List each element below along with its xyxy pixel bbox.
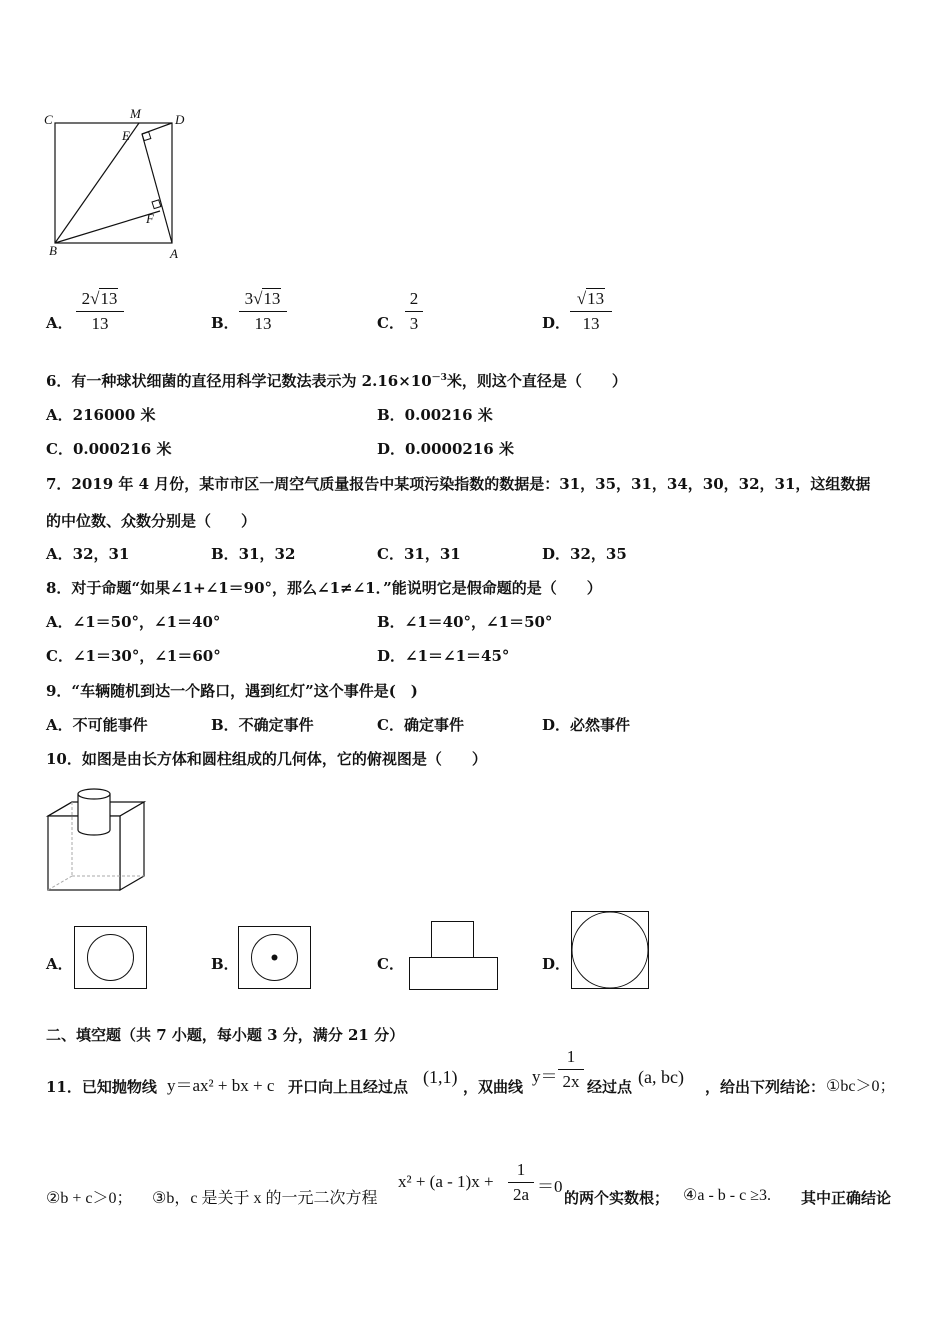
q11-hyp-den: 2x [562,1072,580,1091]
q5-d-radicand: 13 [587,289,605,308]
q5-c-den: 3 [409,314,419,333]
q7-option-c[interactable]: C．31，31 [377,545,461,563]
q7-option-b[interactable]: B．31，32 [211,545,296,563]
q5-option-a-letter[interactable]: A． [46,314,73,332]
q10-option-a-letter[interactable]: A． [46,955,73,973]
q5-d-den: 13 [582,314,600,333]
q10-option-a-figure [74,926,148,990]
q5-option-c-letter[interactable]: C． [377,314,404,332]
q8-stem: 8．对于命题“如果∠1+∠1＝90°，那么∠1≠∠1．”能说明它是假命题的是（ ） [46,579,602,597]
q6-stem [46,370,627,391]
q5-option-a-fraction [76,289,124,334]
q5-option-b-letter[interactable]: B． [211,314,239,332]
q11-conclusion-3-b: 的两个实数根； [564,1189,670,1207]
q9-option-d[interactable]: D．必然事件 [542,716,631,734]
q7-option-a[interactable]: A．32，31 [46,545,130,563]
q11-p4: 经过点 [587,1078,633,1096]
q9-option-b[interactable]: B．不确定事件 [211,716,314,734]
q5-a-den: 13 [91,314,109,333]
q11-p1: 11．已知抛物线 [46,1078,157,1096]
q11-conclusion-3-a: ③b，c 是关于 x 的一元二次方程 [152,1190,378,1207]
q5-c-num: 2 [409,289,419,308]
q6-option-c[interactable]: C．0.000216 米 [46,440,172,458]
label-b: B [49,243,57,258]
q9-option-c[interactable]: C．确定事件 [377,716,464,734]
q10-option-b-letter[interactable]: B． [211,955,239,973]
q8-option-b[interactable]: B．∠1＝40°，∠1＝50° [377,613,553,631]
q11-p3: ，双曲线 [463,1078,524,1096]
q5-a-radicand: 13 [100,289,118,308]
q11-quadratic-eq-b: ＝0 [537,1177,563,1196]
right-angle-mark-f [152,200,161,209]
q7-option-d[interactable]: D．32，35 [542,545,627,563]
q10-option-b-figure [238,926,312,990]
q6-option-a[interactable]: A．216000 米 [46,406,156,424]
q8-option-a[interactable]: A．∠1＝50°，∠1＝40° [46,613,221,631]
q5-b-radicand: 13 [263,289,281,308]
q9-stem: 9．“车辆随机到达一个路口，遇到红灯”这个事件是( ) [46,682,418,700]
q11-tail: 其中正确结论 [801,1189,892,1207]
label-c: C [44,112,53,127]
q6-stem-a: 6．有一种球状细菌的直径用科学记数法表示为 2.16×10 [46,372,432,390]
q11-p5: ，给出下列结论： [705,1078,826,1096]
q10-option-d-letter[interactable]: D． [542,955,571,973]
q5-option-d-letter[interactable]: D． [542,314,571,332]
q6-option-d[interactable]: D．0.0000216 米 [377,440,514,458]
q8-option-c[interactable]: C．∠1＝30°，∠1＝60° [46,647,221,665]
q10-option-c-letter[interactable]: C． [377,955,404,973]
q8-option-d[interactable]: D．∠1＝∠1＝45° [377,647,510,665]
sqrt-symbol: √ [253,289,263,308]
cuboid-cylinder-figure [44,786,149,896]
q11-quadratic-eq-a: x² + (a - 1)x + [398,1172,494,1191]
q9-option-a[interactable]: A．不可能事件 [46,716,148,734]
q11-conclusion-1: ①bc＞0； [826,1078,896,1095]
section-fill-in-title: 二、填空题（共 7 小题，每小题 3 分，满分 21 分） [46,1026,405,1044]
segment-bf [55,211,160,243]
q5-option-d-fraction [570,289,612,334]
q7-stem-line2: 的中位数、众数分别是（ ） [46,512,257,530]
q6-exponent: －3 [431,373,447,383]
sqrt-symbol: √ [90,289,100,308]
label-m: M [130,106,141,121]
q11-point-1: (1,1) [423,1067,458,1087]
q11-conclusion-2: ②b + c＞0； [46,1190,133,1207]
q11-hyperbola-fraction [558,1047,584,1092]
q11-hyperbola-lhs: y＝ [532,1067,558,1086]
q11-conclusion-4: ④a - b - c ≥3. [683,1187,771,1204]
q5-b-den: 13 [254,314,272,333]
q11-quad-num: 1 [516,1160,526,1179]
q5-b-coef: 3 [244,289,254,308]
q7-stem-line1: 7．2019 年 4 月份，某市市区一周空气质量报告中某项污染指数的数据是：31，35，31，34，30，32，31，这组数据 [46,475,871,493]
sqrt-symbol: √ [576,289,587,308]
q6-stem-b: 米，则这个直径是（ ） [446,372,627,390]
q10-stem: 10．如图是由长方体和圆柱组成的几何体，它的俯视图是（ ） [46,750,487,768]
label-e: E [122,128,130,143]
q5-option-b-fraction [239,289,287,334]
q11-point-2: (a, bc) [638,1067,684,1087]
q11-p2: 开口向上且经过点 [288,1078,409,1096]
label-d: D [175,112,185,127]
q11-hyp-num: 1 [566,1047,576,1066]
q11-quad-den: 2a [512,1185,530,1204]
q5-a-coef: 2 [81,289,91,308]
q11-quadratic-fraction [508,1160,534,1205]
label-a: A [170,246,178,261]
label-f: F [146,211,154,226]
q10-option-c-figure [409,921,501,991]
q10-option-d-figure [571,911,651,991]
q5-option-c-fraction [405,289,423,334]
q11-parabola-eq: y＝ax² + bx + c [167,1076,275,1095]
square-geometry-figure [40,105,190,265]
q6-option-b[interactable]: B．0.00216 米 [377,406,493,424]
right-angle-mark-e [142,132,151,141]
